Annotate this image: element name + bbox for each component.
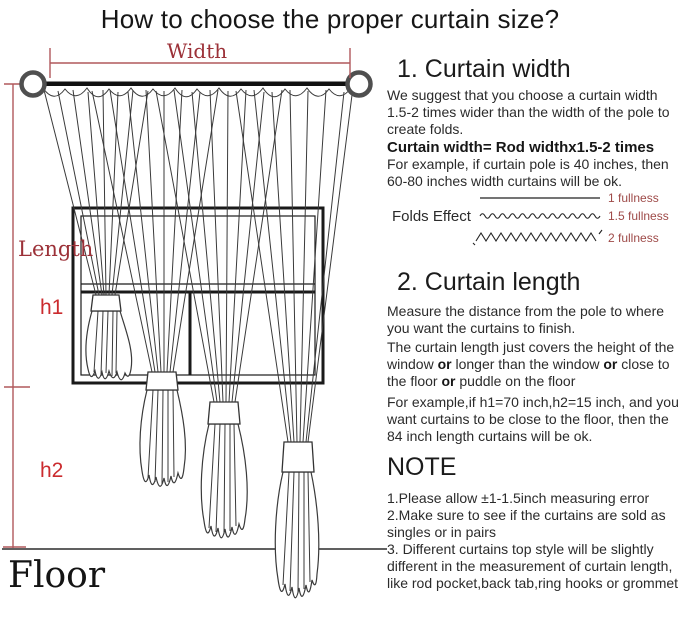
curtain-top-scallops [43,88,351,97]
floor-label: Floor [8,555,106,596]
tieback-4 [282,442,314,472]
rod-ring-right [348,73,371,96]
page-title: How to choose the proper curtain size? [100,4,560,34]
curtain-width-formula: Curtain width= Rod widthx1.5-2 times [387,139,655,156]
curtain-panel-3 [156,90,282,402]
curtain-panel-1 [44,90,148,295]
curtain-skirt-1 [86,311,132,380]
note-item-2: 2.Make sure to see if the curtains are sold as singles or in pairs [387,507,666,540]
curtain-skirt-3 [201,424,247,538]
section-length-heading: 2. Curtain length [397,268,581,296]
folds-effect-label: Folds Effect [392,208,471,225]
note-heading: NOTE [387,453,457,481]
tieback-3 [208,402,240,424]
fullness-label-1-5: 1.5 fullness [608,209,669,223]
tieback-1 [91,295,121,311]
curtain-rod [40,82,354,87]
section-width-para1: We suggest that you choose a curtain width 1.5-2 times wider than the width of the pole to create folds. [387,87,670,137]
section-length-para2: The curtain length just covers the height of the window or longer than the window or close to the floor or puddle on the floor [387,339,675,389]
section-length-para3: For example,if h1=70 inch,h2=15 inch, and you want curtains to be close to the floor, then the 84 inch length curtains will be ok. [387,394,679,444]
width-label: Width [166,39,228,63]
h2-label: h2 [40,459,64,482]
folds-effect-diagram [388,190,678,252]
note-item-3: 3. Different curtains top style will be slightly different in the measurement of curtain length, like rod pocket,back tab,ring hooks or grommet [387,541,679,591]
length-label: Length [18,237,94,261]
curtain-panel-4 [236,90,352,442]
fullness-label-1: 1 fullness [608,191,659,205]
fullness-line-2 [473,230,602,245]
section-width-heading: 1. Curtain width [397,55,571,83]
section-length-para1: Measure the distance from the pole to where you want the curtains to finish. [387,303,665,336]
fullness-line-1-5 [480,214,600,219]
h1-label: h1 [40,296,64,319]
note-item-1: 1.Please allow ±1-1.5inch measuring error [387,490,650,506]
length-dimension-line [3,84,30,548]
section-width-para2: For example, if curtain pole is 40 inches, then 60-80 inches width curtains will be ok. [387,156,669,189]
curtain-skirt-4 [275,472,319,598]
rod-ring-left [22,73,45,96]
tieback-2 [146,372,178,390]
note-list [387,490,679,592]
fullness-label-2: 2 fullness [608,231,659,245]
curtain-skirt-2 [140,390,185,486]
